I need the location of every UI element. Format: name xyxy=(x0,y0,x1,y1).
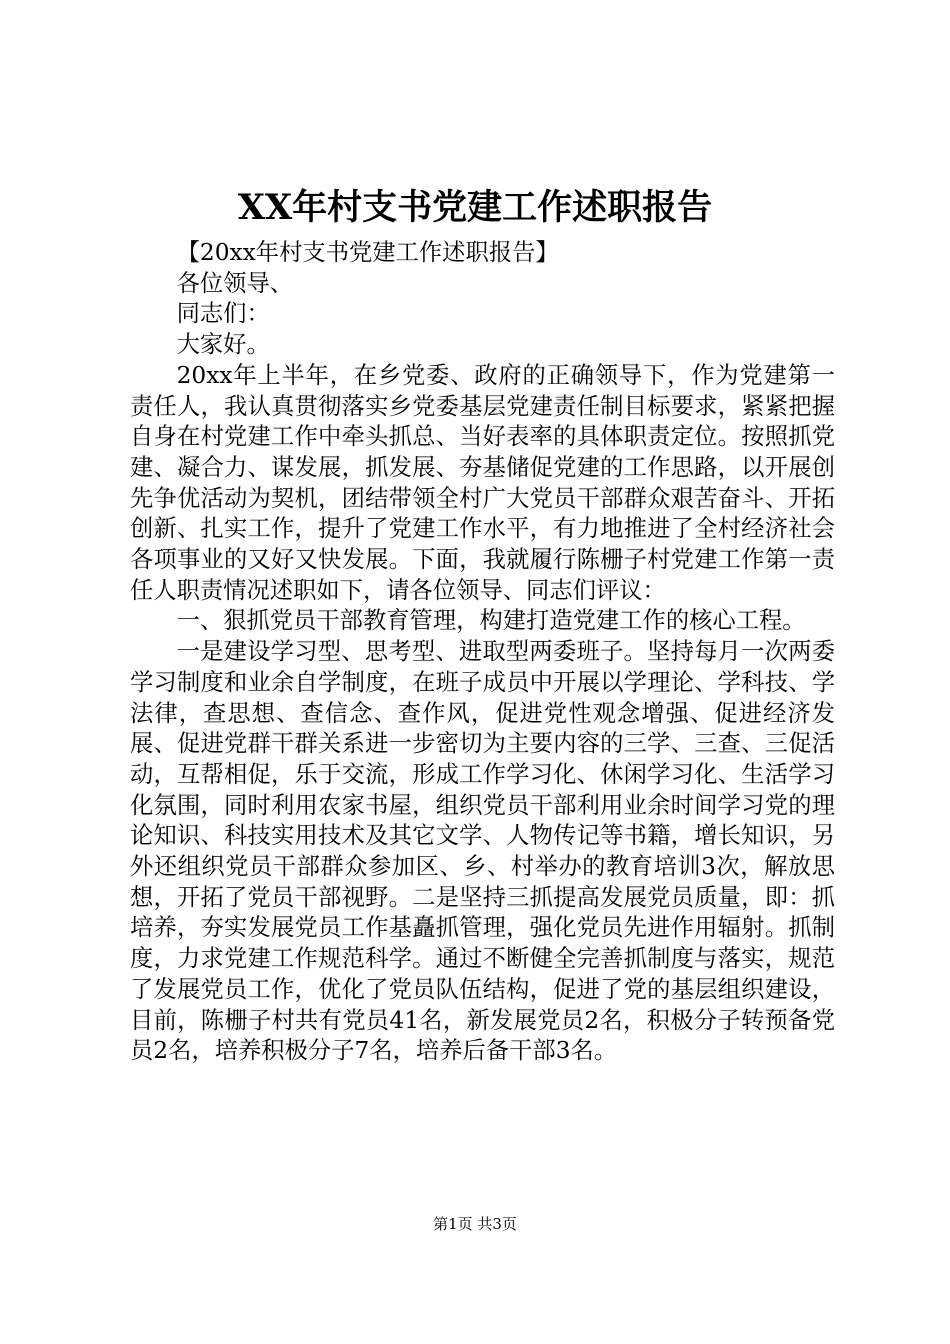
salutation-comrades: 同志们： xyxy=(176,300,270,328)
page-footer: 第1页 共3页 xyxy=(433,1215,517,1233)
section-1-paragraph: 一是建设学习型、思考型、进取型两委班子。坚持每月一次两委学习制度和业余自学制度，在班子成员中开展以学理论、学科技、学法律，查思想、查信念、查作风，促进党性观念增强、促进经济发展、促进党群干群关系进一步密切为主要内容的三学、三查、三促活动，互帮相促，乐于交流，形成工作学习化、休闲学习化、生活学习化氛围，同时利用农家书屋，组织党员干部利用业余时间学习党的理论知识、科技实用技术及其它文学、人物传记等书籍，增长知识，另外还组织党员干部群众参加区、乡、村举办的教育培训3次，解放思想，开拓了党员干部视野。二是坚持三抓提高发展党员质量，即：抓培养，夯实发展党员工作基矗抓管理，强化党员先进作用辐射。抓制度，力求党建工作规范科学。通过不断健全完善抓制度与落实，规范了发展党员工作，优化了党员队伍结构，促进了党的基层组织建设，目前，陈栅子村共有党员41名，新发展党员2名，积极分子转预备党员2名，培养积极分子7名，培养后备干部3名。 xyxy=(130,638,835,1065)
subtitle-paragraph: 【20xx年村支书党建工作述职报告】 xyxy=(176,239,559,266)
document-title: XX年村支书党建工作述职报告 xyxy=(237,187,713,228)
intro-paragraph: 20xx年上半年，在乡党委、政府的正确领导下，作为党建第一责任人，我认真贯彻落实乡党委基层党建责任制目标要求，紧紧把握自身在村党建工作中牵头抓总、当好表率的具体职责定位。按照抓党建、凝合力、谋发展，抓发展、夯基储促党建的工作思路，以开展创先争优活动为契机，团结带领全村广大党员干部群众艰苦奋斗、开拓创新、扎实工作，提升了党建工作水平，有力地推进了全村经济社会各项事业的又好又快发展。下面，我就履行陈栅子村党建工作第一责任人职责情况述职如下，请各位领导、同志们评议： xyxy=(130,361,835,604)
salutation-leaders: 各位领导、 xyxy=(176,269,294,297)
document-body xyxy=(130,238,835,1067)
greeting: 大家好。 xyxy=(176,331,270,359)
section-heading-1: 一、狠抓党员干部教育管理，构建打造党建工作的核心工程。 xyxy=(176,607,806,635)
